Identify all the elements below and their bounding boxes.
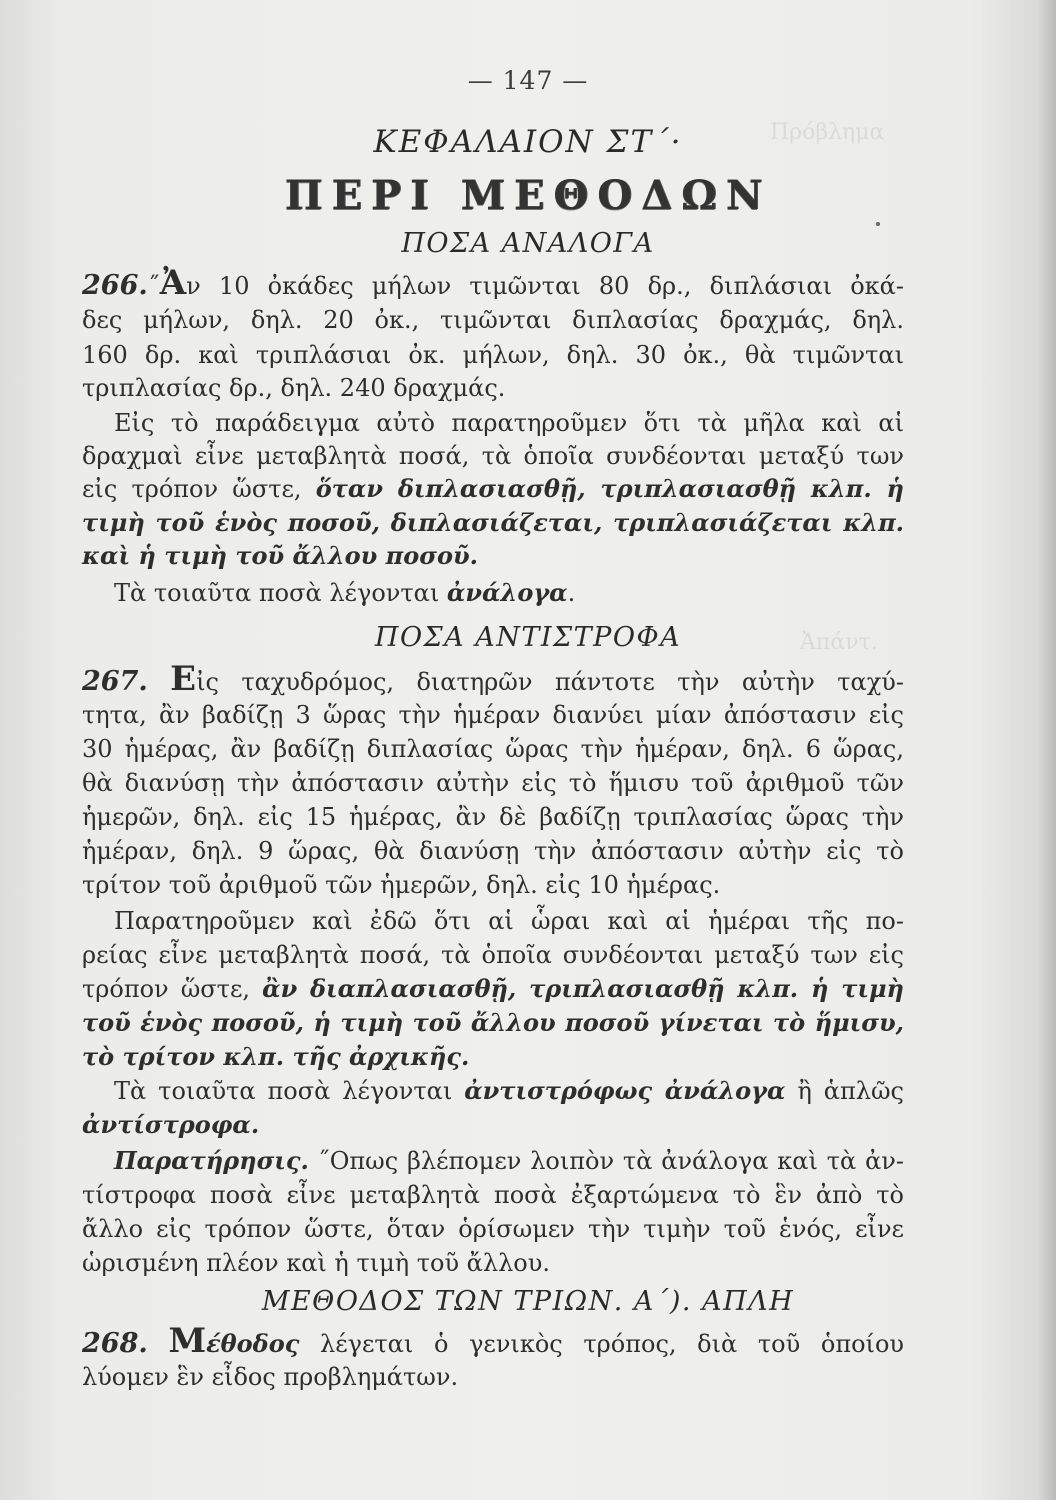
text-line: Τὰ τοιαῦτα ποσὰ λέγονται ἀνάλογα. [114, 578, 576, 607]
text-line: Παρατηροῦμεν καὶ ἐδῶ ὅτι αἱ ὧραι καὶ αἱ ἡμέραι τῆς πο- [114, 907, 904, 935]
text-line: τίστροφα ποσὰ εἶνε μεταβλητὰ ποσὰ ἐξαρτώμενα τὸ ἓν ἀπὸ τὸ [82, 1181, 904, 1209]
page-edge-shadow [1038, 0, 1056, 1500]
paragraph-number: 268. [82, 1328, 148, 1359]
text-line: 267. Εἰς ταχυδρόμος, διατηρῶν πάντοτε τὴν αὐτὴν ταχύ- [82, 659, 904, 699]
text-line: ρείας εἶνε μεταβλητὰ ποσά, τὰ ὁποῖα συνδέονται μεταξύ των εἰς [82, 941, 904, 969]
section-heading-analoga: ΠΟΣΑ ΑΝΑΛΟΓΑ [401, 228, 655, 259]
page-number: — 147 — [467, 66, 589, 95]
text-line: 30 ἡμέρας, ἂν βαδίζῃ διπλασίας ὥρας τὴν ἡμέραν, δηλ. 6 ὥρας, [82, 735, 904, 763]
text-line: δες μήλων, δηλ. 20 ὀκ., τιμῶνται διπλασίας δραχμάς, δηλ. [82, 306, 904, 334]
text-line: τὸ τρίτον κλπ. τῆς ἀρχικῆς. [82, 1042, 470, 1071]
ink-speck [876, 222, 880, 226]
text-line: ἡμέραν, δηλ. 9 ὥρας, θὰ διανύσῃ τὴν ἀπόστασιν αὐτὴν εἰς τὸ [82, 837, 904, 865]
text-line: τοῦ ἑνὸς ποσοῦ, ἡ τιμὴ τοῦ ἄλλου ποσοῦ γίνεται τὸ ἥμισυ, [82, 1008, 904, 1037]
text-line: 268. Μέθοδος λέγεται ὁ γενικὸς τρόπος, διὰ τοῦ ὁποίου [82, 1321, 904, 1361]
text-line: ἡμερῶν, δηλ. εἰς 15 ἡμέρας, ἂν δὲ βαδίζῃ τριπλασίας ὥρας τὴν [82, 803, 904, 831]
text-line: Παρατήρησις. ˝Οπως βλέπομεν λοιπὸν τὰ ἀνάλογα καὶ τὰ ἀν- [114, 1146, 904, 1175]
text-line: ὡρισμένη πλέον καὶ ἡ τιμὴ τοῦ ἄλλου. [82, 1249, 550, 1277]
text-line: τρίτον τοῦ ἀριθμοῦ τῶν ἡμερῶν, δηλ. εἰς 10 ἡμέρας. [82, 871, 721, 899]
text-line: τριπλασίας δρ., δηλ. 240 δραχμάς. [82, 374, 506, 402]
text-line: ἄλλο εἰς τρόπον ὥστε, ὅταν ὁρίσωμεν τὴν τιμὴν τοῦ ἑνός, εἶνε [82, 1215, 904, 1243]
text-line: τιμὴ τοῦ ἑνὸς ποσοῦ, διπλασιάζεται, τριπλασιάζεται κλπ. [82, 508, 904, 537]
text-line: καὶ ἡ τιμὴ τοῦ ἄλλου ποσοῦ. [82, 541, 478, 570]
text-line: ἀντίστροφα. [82, 1110, 260, 1139]
chapter-heading: ΚΕΦΑΛΑΙΟΝ ΣΤ΄· [373, 124, 683, 160]
text-line: λύομεν ἓν εἶδος προβλημάτων. [82, 1363, 459, 1391]
text-line: εἰς τρόπον ὥστε, ὅταν διπλασιασθῇ, τριπλασιασθῇ κλπ. ἡ [82, 474, 905, 503]
drop-initial: Μ [168, 1321, 207, 1361]
text-line: Τὰ τοιαῦτα ποσὰ λέγονται ἀντιστρόφως ἀνάλογα ἢ ἁπλῶς [114, 1076, 904, 1105]
text-line: τρόπον ὥστε, ἂν διαπλασιασθῇ, τριπλασιασθῇ κλπ. ἡ τιμὴ [82, 974, 904, 1003]
text-line: δραχμαὶ εἶνε μεταβλητὰ ποσά, τὰ ὁποῖα συνδέονται μεταξύ των [82, 442, 904, 470]
text-line: 266.˝Ἀν 10 ὀκάδες μήλων τιμῶνται 80 δρ., διπλάσιαι ὀκά- [82, 263, 904, 303]
bleed-through: Πρόβλημα [770, 120, 885, 145]
drop-initial: Ε [170, 659, 197, 699]
text-line: θὰ διανύσῃ τὴν ἀπόστασιν αὐτὴν εἰς τὸ ἥμισυ τοῦ ἀριθμοῦ τῶν [82, 769, 904, 797]
section-heading-antistrofa: ΠΟΣΑ ΑΝΤΙΣΤΡΟΦΑ [374, 622, 682, 653]
text-line: 160 δρ. καὶ τριπλάσιαι ὀκ. μήλων, δηλ. 30 ὀκ., θὰ τιμῶνται [82, 341, 904, 369]
paragraph-number: 267. [82, 666, 148, 697]
paragraph-number: 266. [82, 270, 148, 301]
chapter-title: ΠΕΡΙ ΜΕΘΟΔΩΝ [284, 172, 772, 219]
section-heading-methodos: ΜΕΘΟΔΟΣ ΤΩΝ ΤΡΙΩΝ. Α΄). ΑΠΛΗ [261, 1286, 795, 1317]
text-line: Εἰς τὸ παράδειγμα αὐτὸ παρατηροῦμεν ὅτι τὰ μῆλα καὶ αἱ [114, 409, 904, 437]
bleed-through: Ἀπάντ. [800, 630, 878, 655]
remark-label: Παρατήρησις. [114, 1146, 309, 1175]
text-line: τητα, ἂν βαδίζῃ 3 ὥρας τὴν ἡμέραν διανύει μίαν ἀπόστασιν εἰς [82, 701, 904, 729]
drop-initial: Ἀ [159, 263, 187, 303]
